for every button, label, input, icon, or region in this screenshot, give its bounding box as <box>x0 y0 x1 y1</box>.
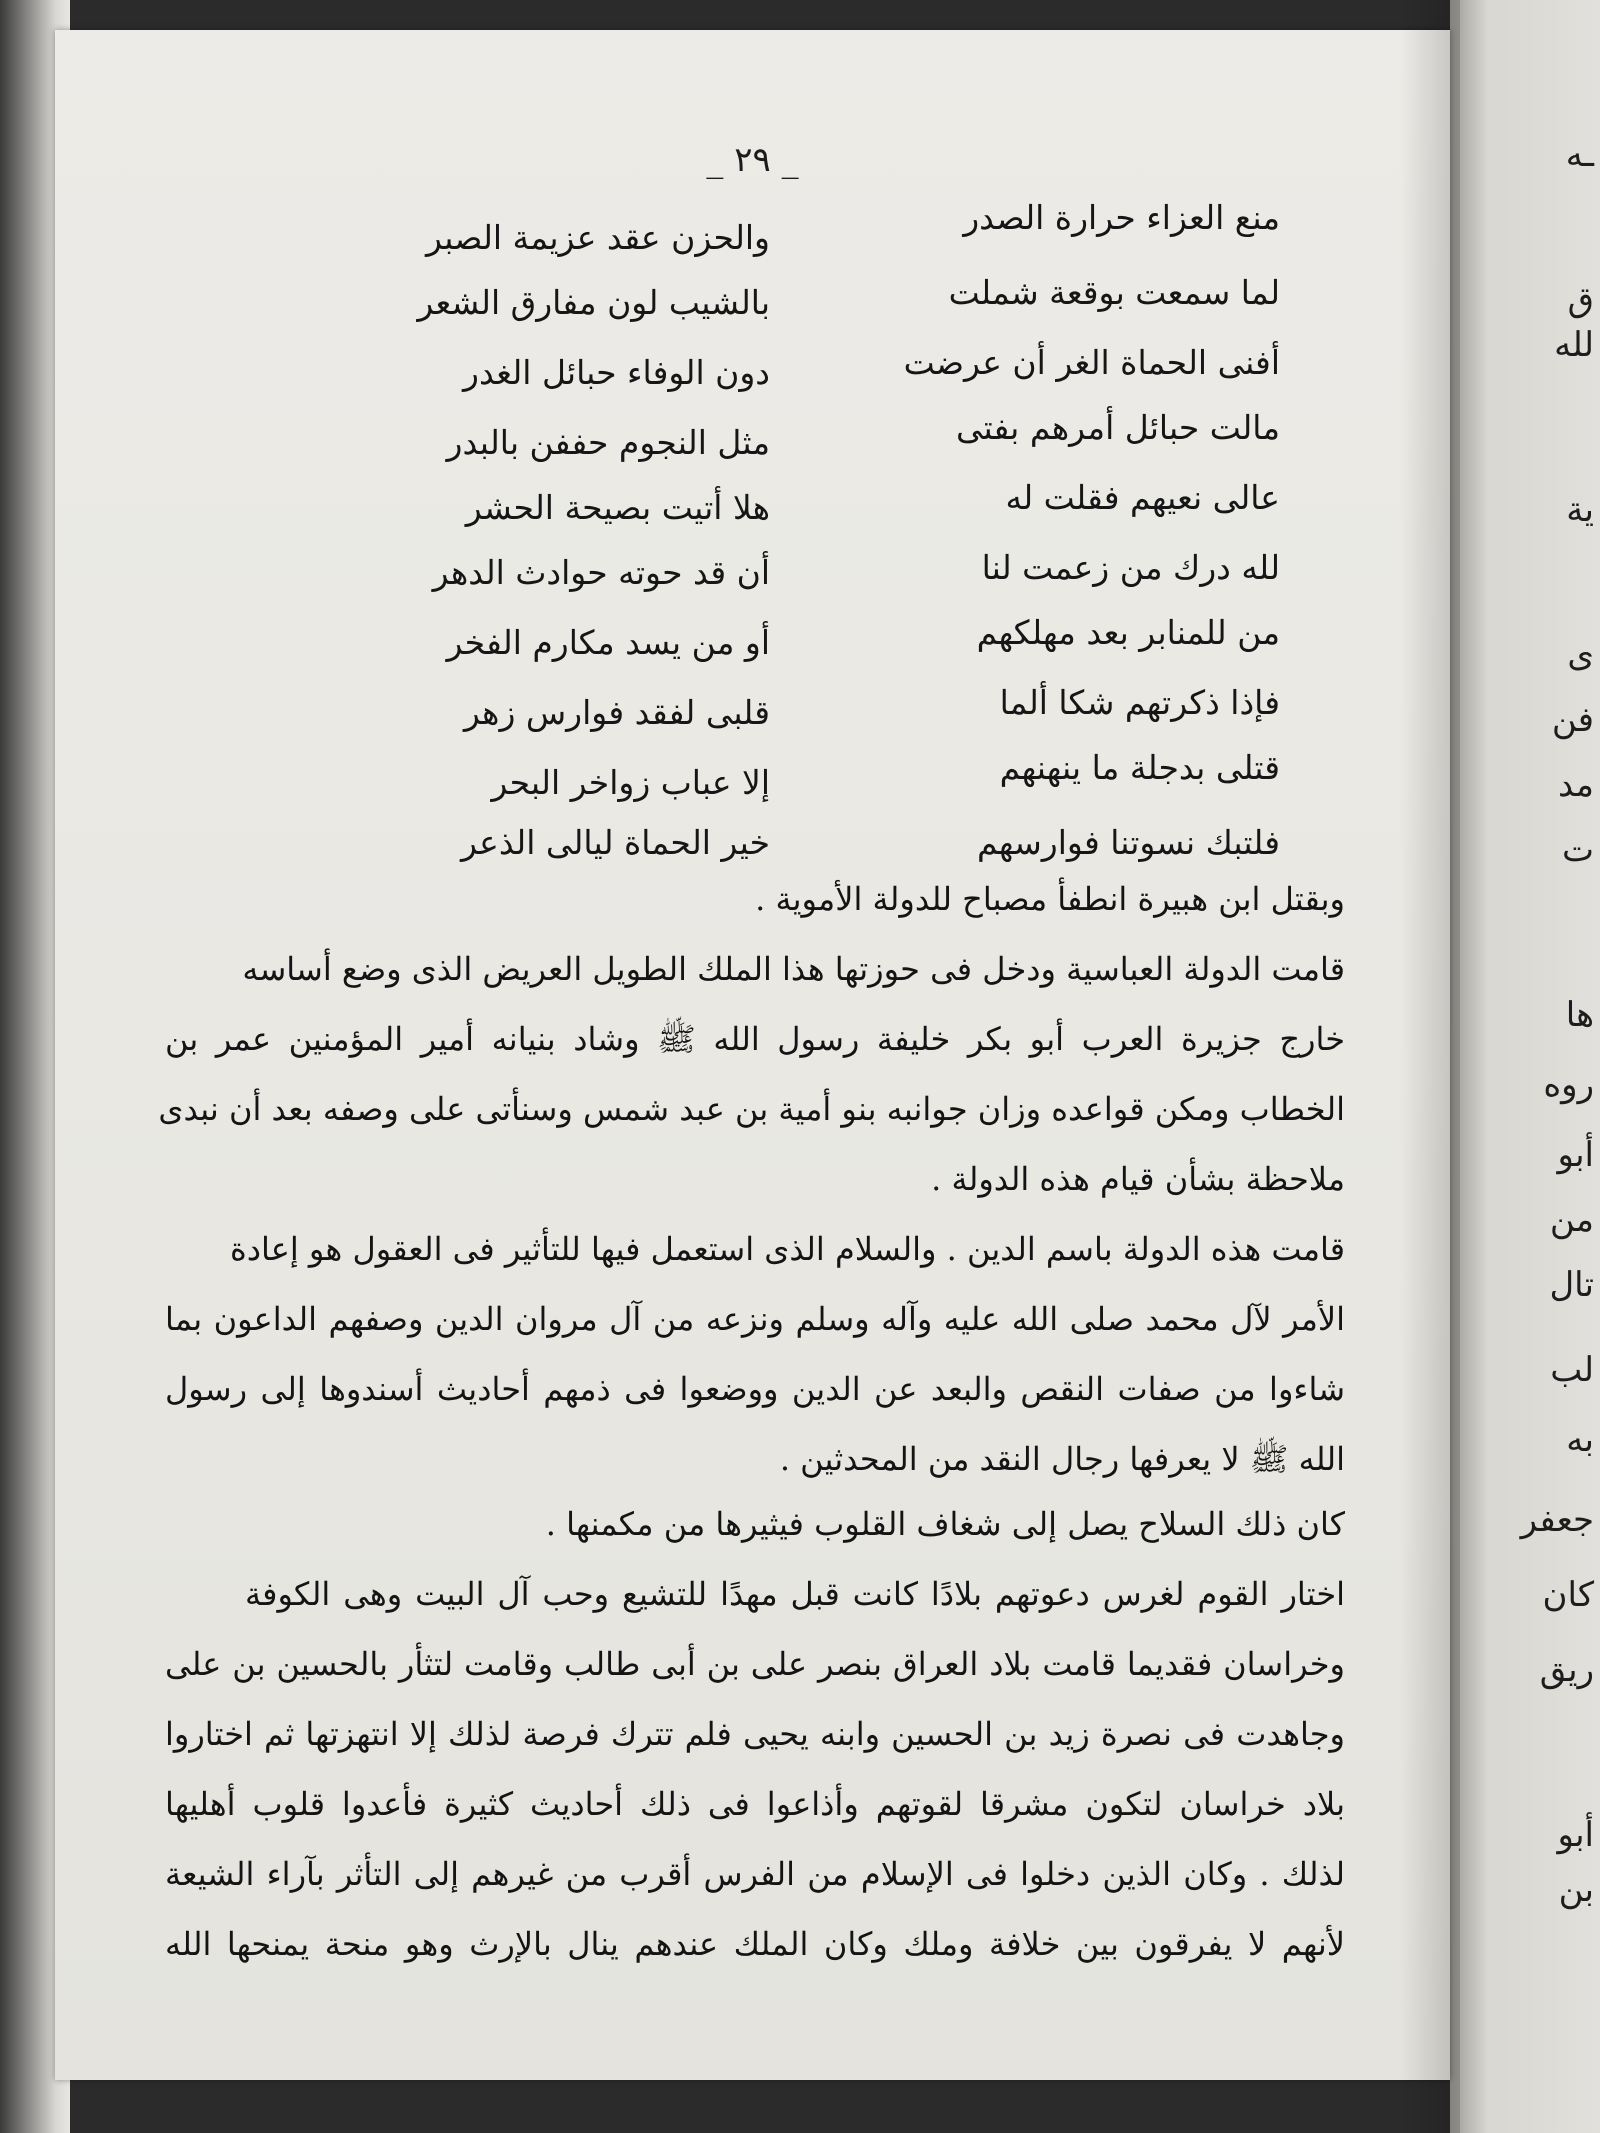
paragraph-line: الأمر لآل محمد صلى الله عليه وآله وسلم ونزعه من آل مروان الدين وصفهم الداعون بما <box>165 1300 1346 1338</box>
paragraph-line: شاءوا من صفات النقص والبعد عن الدين ووضعوا فى ذمهم أحاديث أسندوها إلى رسول <box>165 1370 1345 1408</box>
paragraph-line: قامت هذه الدولة باسم الدين . والسلام الذى استعمل فيها للتأثير فى العقول هو إعادة <box>229 1230 1345 1268</box>
paragraph-line: خارج جزيرة العرب أبو بكر خليفة رسول الله ﷺ وشاد بنيانه أمير المؤمنين عمر بن <box>165 1020 1345 1058</box>
paragraph-line: قامت الدولة العباسية ودخل فى حوزتها هذا الملك الطويل العريض الذى وضع أساسه <box>242 950 1345 988</box>
next-page-fragment: مد <box>1557 765 1594 805</box>
next-page-strip <box>1450 0 1600 2133</box>
poem-verse-left: خير الحماة ليالى الذعر <box>460 823 770 862</box>
next-page-fragment: ـه <box>1565 135 1594 175</box>
poem-verse-left: والحزن عقد عزيمة الصبر <box>426 218 770 257</box>
next-page-fragment: من <box>1549 1200 1594 1240</box>
next-page-fragment: ريق <box>1539 1650 1594 1690</box>
poem-verse-left: دون الوفاء حبائل الغدر <box>463 353 770 392</box>
paragraph-line: بلاد خراسان لتكون مشرقا لقوتهم وأذاعوا فى ذلك أحاديث كثيرة فأعدوا قلوب أهليها <box>165 1785 1345 1823</box>
poem-verse-right: عالى نعيهم فقلت له <box>1005 478 1280 517</box>
poem-verse-right: منع العزاء حرارة الصدر <box>963 198 1280 237</box>
poem-verse-left: أو من يسد مكارم الفخر <box>446 623 770 662</box>
paragraph-line: لذلك . وكان الذين دخلوا فى الإسلام من الفرس أقرب من غيرهم إلى التأثر بآراء الشيعة <box>165 1855 1345 1893</box>
paragraph-line: ملاحظة بشأن قيام هذه الدولة . <box>931 1160 1345 1198</box>
next-page-fragment: تال <box>1549 1265 1594 1305</box>
next-page-fragment: ها <box>1565 995 1594 1035</box>
paragraph-line: وبقتل ابن هبيرة انطفأ مصباح للدولة الأموية . <box>755 880 1345 918</box>
poem-verse-left: بالشيب لون مفارق الشعر <box>417 283 770 322</box>
poem-verse-right: لله درك من زعمت لنا <box>981 548 1280 587</box>
next-page-fragment: لله <box>1554 325 1594 365</box>
next-page-fragment: به <box>1566 1420 1594 1460</box>
paragraph-line: كان ذلك السلاح يصل إلى شغاف القلوب فيثيرها من مكمنها . <box>545 1505 1345 1543</box>
poem-verse-left: إلا عباب زواخر البحر <box>491 763 770 802</box>
poem-verse-right: فإذا ذكرتهم شكا ألما <box>999 683 1280 722</box>
next-page-fragment: ية <box>1566 490 1594 530</box>
next-page-fragment: ى <box>1567 635 1594 675</box>
next-page-fragment: أبو <box>1557 1815 1594 1855</box>
poem-verse-right: من للمنابر بعد مهلكهم <box>976 613 1280 652</box>
next-page-fragment: ت <box>1561 830 1594 870</box>
poem-verse-right: أفنى الحماة الغر أن عرضت <box>903 343 1280 382</box>
poem-verse-left: هلا أتيت بصيحة الحشر <box>465 488 770 527</box>
next-page-fragment: لب <box>1550 1350 1594 1390</box>
poem-verse-left: قلبى لفقد فوارس زهر <box>463 693 770 732</box>
page-gutter-shadow <box>1400 0 1460 2133</box>
paragraph-line: وخراسان فقديما قامت بلاد العراق بنصر على بن أبى طالب وقامت لتثأر بالحسين بن على <box>165 1645 1345 1683</box>
book-page <box>55 30 1450 2080</box>
next-page-fragment: فن <box>1551 700 1594 740</box>
poem-verse-right: مالت حبائل أمرهم بفتى <box>955 408 1280 447</box>
next-page-fragment: جعفر <box>1520 1500 1594 1540</box>
poem-verse-left: مثل النجوم حففن بالبدر <box>446 423 770 462</box>
page-number: _ ٢٩ _ <box>706 140 799 180</box>
paragraph-line: وجاهدت فى نصرة زيد بن الحسين وابنه يحيى فلم تترك فرصة لذلك إلا انتهزتها ثم اختاروا <box>165 1715 1345 1753</box>
next-page-fragment: أبو <box>1557 1135 1594 1175</box>
paragraph-line: لأنهم لا يفرقون بين خلافة وملك وكان الملك عندهم ينال بالإرث وهو منحة يمنحها الله <box>165 1925 1345 1963</box>
poem-verse-left: أن قد حوته حوادث الدهر <box>432 553 770 592</box>
poem-verse-right: فلتبك نسوتنا فوارسهم <box>976 823 1280 862</box>
next-page-fragment: بن <box>1558 1870 1594 1910</box>
poem-verse-right: لما سمعت بوقعة شملت <box>948 273 1280 312</box>
next-page-fragment: كان <box>1542 1575 1594 1615</box>
paragraph-line: الله ﷺ لا يعرفها رجال النقد من المحدثين . <box>779 1440 1345 1478</box>
poem-verse-right: قتلى بدجلة ما ينهنهم <box>999 748 1280 787</box>
next-page-fragment: ق <box>1567 280 1594 320</box>
next-page-fragment: روه <box>1543 1065 1594 1105</box>
paragraph-line: الخطاب ومكن قواعده وزان جوانبه بنو أمية بن عبد شمس وسنأتى على وصفه بعد أن نبدى <box>158 1090 1345 1128</box>
paragraph-line: اختار القوم لغرس دعوتهم بلادًا كانت قبل مهدًا للتشيع وحب آل البيت وهى الكوفة <box>245 1575 1346 1613</box>
